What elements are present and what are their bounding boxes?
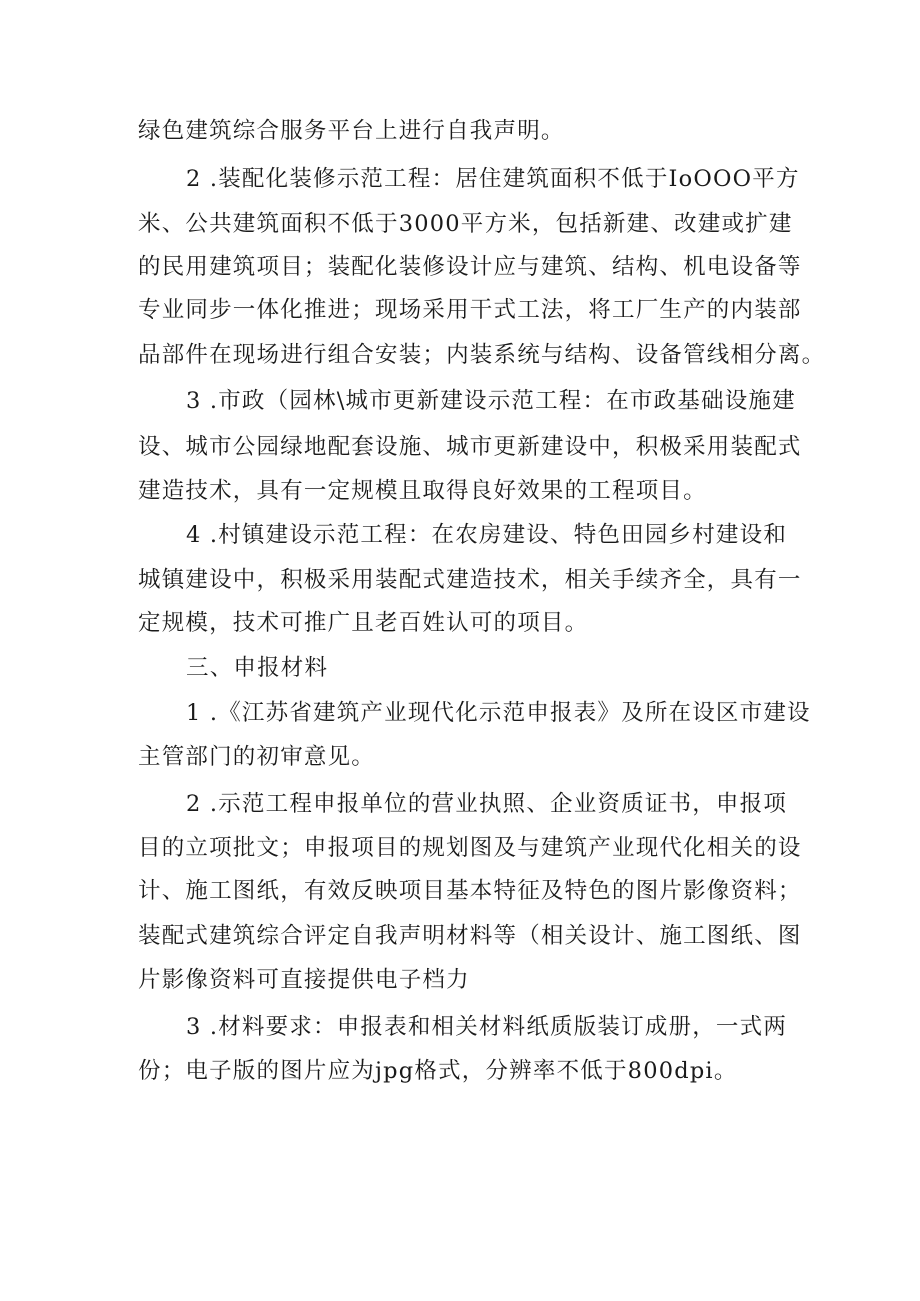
paragraph-item-2-heading: 2 .装配化装修示范工程：居住建筑面积不低于IoOOO平方: [186, 166, 800, 192]
text-line: 设、城市公园绿地配套设施、城市更新建设中，积极采用装配式: [138, 434, 802, 460]
text-line: 装配式建筑综合评定自我声明材料等（相关设计、施工图纸、图: [138, 923, 802, 949]
text-line: 份；电子版的图片应为jpg格式，分辨率不低于800dpi。: [138, 1058, 738, 1084]
text-line: 品部件在现场进行组合安装；内装系统与结构、设备管线相分离。: [138, 342, 826, 368]
section-heading: 三、申报材料: [186, 655, 329, 681]
text-line: 米、公共建筑面积不低于3000平方米，包括新建、改建或扩建: [138, 211, 793, 237]
text-line: 城镇建设中，积极采用装配式建造技术，相关手续齐全，具有一: [138, 567, 802, 593]
text-line: 主管部门的初审意见。: [138, 744, 376, 770]
materials-item-3: 3 .材料要求：申报表和相关材料纸质版装订成册，一式两: [186, 1014, 788, 1040]
text-line: 目的立项批文；申报项目的规划图及与建筑产业现代化相关的设: [138, 835, 802, 861]
text-line: 绿色建筑综合服务平台上进行自我声明。: [138, 118, 565, 144]
text-line: 计、施工图纸，有效反映项目基本特征及特色的图片影像资料；: [138, 878, 802, 904]
text-line: 的民用建筑项目；装配化装修设计应与建筑、结构、机电设备等: [138, 254, 802, 280]
text-line: 建造技术，具有一定规模且取得良好效果的工程项目。: [138, 478, 707, 504]
paragraph-item-3-heading: 3 .市政（园林\城市更新建设示范工程：在市政基础设施建: [186, 388, 796, 414]
materials-item-1: 1 .《江苏省建筑产业现代化示范申报表》及所在设区市建设: [186, 700, 811, 726]
text-line: 片影像资料可直接提供电子档力: [138, 967, 470, 993]
text-line: 专业同步一体化推进；现场采用干式工法，将工厂生产的内装部: [138, 297, 802, 323]
text-line: 定规模，技术可推广且老百姓认可的项目。: [138, 610, 589, 636]
materials-item-2: 2 .示范工程申报单位的营业执照、企业资质证书，申报项: [186, 791, 788, 817]
paragraph-item-4-heading: 4 .村镇建设示范工程：在农房建设、特色田园乡村建设和: [186, 522, 788, 548]
